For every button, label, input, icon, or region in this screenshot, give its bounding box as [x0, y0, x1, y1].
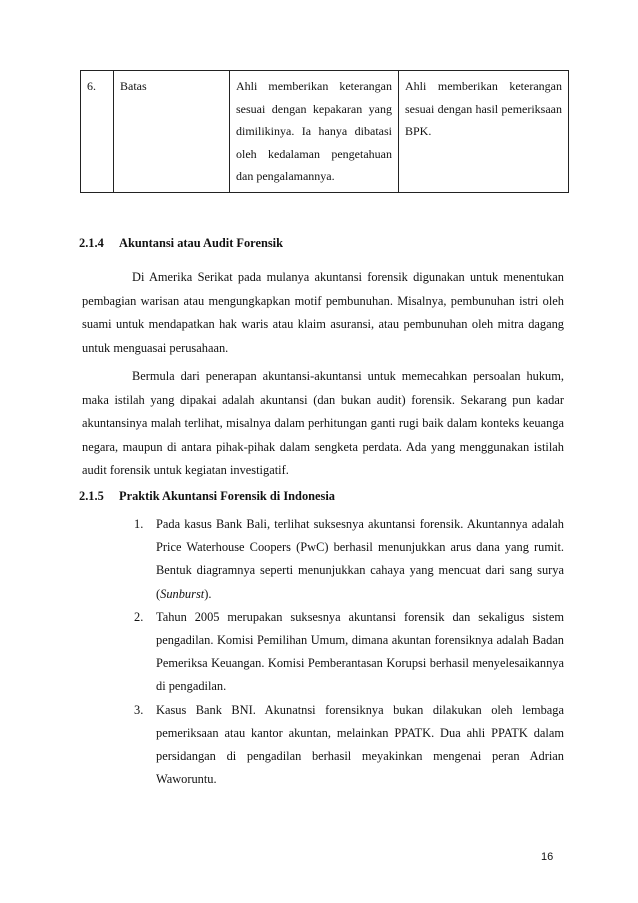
section-number: 2.1.4: [79, 236, 104, 250]
paragraph: [82, 266, 564, 360]
row-number-cell: 6.: [81, 71, 114, 193]
expert-statement-cell-a: Ahli memberikan keterangan sesuai dengan kepakaran yang dimilikinya. Ia hanya dibatasi oleh kedalaman pengetahuan dan pengalamannya.: [230, 71, 399, 193]
paragraph: [82, 365, 564, 483]
section-heading-2-1-4: [79, 236, 283, 251]
list-item-text-end: ).: [204, 586, 212, 601]
list-item-number: 2.: [134, 609, 144, 624]
table-row: [81, 71, 569, 193]
section-title: Praktik Akuntansi Forensik di Indonesia: [119, 489, 335, 503]
paragraph-text: Di Amerika Serikat pada mulanya akuntansi forensik digunakan untuk menentukan pembagian warisan atau mengungkapkan motif pembunuhan. Misalnya, pembunuhan istri oleh suami untuk mendapatkan hak waris atau klaim asuransi, atau pembunuhan oleh mitra dagang untuk menguasai perusahaan.: [82, 270, 564, 355]
page-number: 16: [541, 851, 554, 863]
section-number: 2.1.5: [79, 489, 104, 503]
list-item-text: Tahun 2005 merupakan suksesnya akuntansi forensik dan sekaligus sistem pengadilan. Komisi Pemilihan Umum, dimana akuntan forensiknya adalah Badan Pemeriksa Keuangan. Komisi Pemberantasan Korupsi berhasil menyelesaikannya di pengadilan.: [156, 609, 564, 694]
list-item: [134, 606, 564, 699]
expert-statement-cell-b: Ahli memberikan keterangan sesuai dengan hasil pemeriksaan BPK.: [399, 71, 569, 193]
list-item: [134, 513, 564, 606]
list-item-italic-term: Sunburst: [160, 586, 205, 601]
section-title: Akuntansi atau Audit Forensik: [119, 236, 283, 250]
list-item-number: 1.: [134, 517, 144, 531]
list-item-text: Pada kasus Bank Bali, terlihat suksesnya akuntansi forensik. Akuntannya adalah Price Waterhouse Coopers (PwC) berhasil menunjukkan arus dana yang rumit. Bentuk diagramnya seperti menunjukkan cahaya yang mencuat dari sang surya (: [156, 517, 564, 601]
section-heading-2-1-5: [79, 489, 335, 504]
numbered-list: [134, 513, 564, 791]
list-item-text: Kasus Bank BNI. Akunatnsi forensiknya bukan dilakukan oleh lembaga pemeriksaan atau kantor akuntan, melainkan PPATK. Dua ahli PPATK dalam persidangan di pengadilan berhasil meyakinkan mengenai peran Adrian Waworuntu.: [156, 702, 564, 787]
list-item: [134, 699, 564, 792]
paragraph-text: Bermula dari penerapan akuntansi-akuntansi untuk memecahkan persoalan hukum, maka istilah yang dipakai adalah akuntansi (dan bukan audit) forensik. Sekarang pun kadar akuntansinya malah terlihat, misalnya dalam perhitungan ganti rugi baik dalam konteks keuanga negara, maupun di antara pihak-pihak dalam sengketa perdata. Ada yang menggunakan istilah audit forensik untuk kegiatan investigatif.: [82, 369, 564, 477]
comparison-table: [80, 70, 569, 193]
row-label-cell: Batas: [114, 71, 230, 193]
list-item-number: 3.: [134, 702, 144, 717]
